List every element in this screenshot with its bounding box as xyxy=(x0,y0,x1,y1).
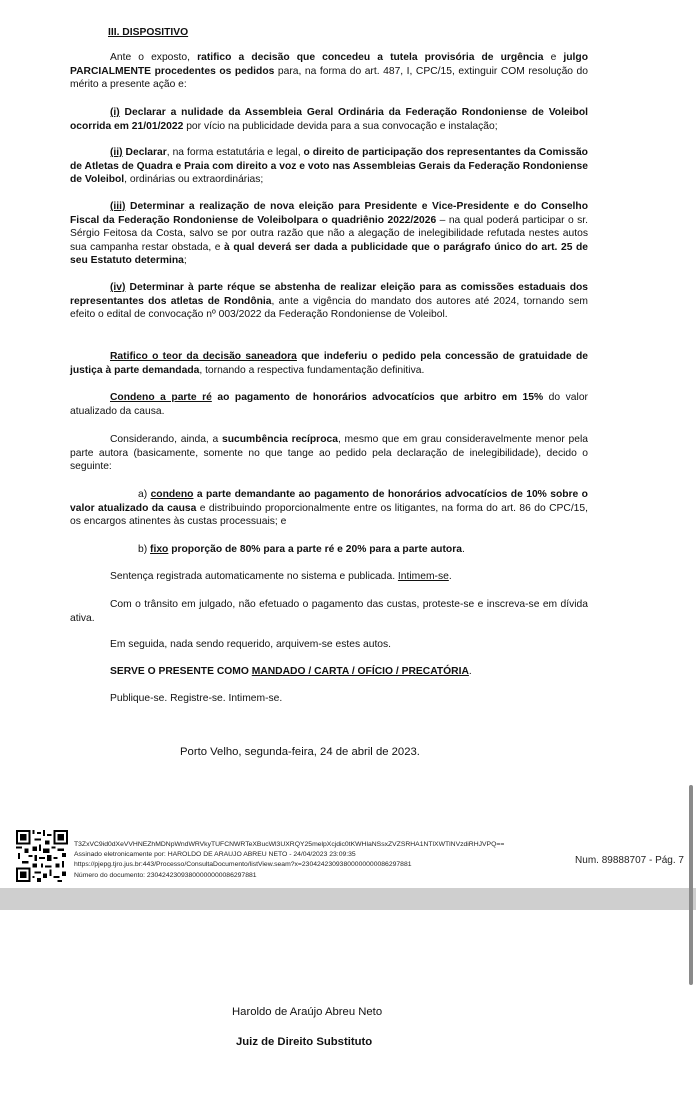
qr-code-icon xyxy=(16,830,68,882)
page-separator xyxy=(0,888,696,910)
item-iv: (iv) Determinar à parte réque se abstenha de realizar eleição para as comissões estaduais dos representantes dos atletas de Rondônia, ante a vigência do mandato dos autores até 2024, tornando sem efeito o edital de convocação nº 003/2022 da Federação Rondoniense de Voleibol. xyxy=(70,282,588,321)
signature-metadata xyxy=(74,840,504,881)
paragraph-publique: Publique-se. Registre-se. Intimem-se. xyxy=(110,693,283,704)
paragraph-sentenca: Sentença registrada automaticamente no sistema e publicada. Intimem-se. xyxy=(110,571,452,582)
signer-name: Haroldo de Araújo Abreu Neto xyxy=(232,1006,383,1018)
paragraph-condeno: Condeno a parte ré ao pagamento de honorários advocatícios que arbitro em 15% do valor atualizado da causa. xyxy=(70,392,588,417)
item-b: b) fixo proporção de 80% para a parte ré e 20% para a parte autora. xyxy=(138,544,465,555)
scrollbar[interactable] xyxy=(689,785,693,985)
paragraph-ante-exposto: Ante o exposto, ratifico a decisão que concedeu a tutela provisória de urgência e julgo PARCIALMENTE procedentes os pedidos para, na forma do art. 487, I, CPC/15, extinguir COM resolução do mérito a presente ação e: xyxy=(70,52,589,91)
paragraph-serve: SERVE O PRESENTE COMO MANDADO / CARTA / OFÍCIO / PRECATÓRIA. xyxy=(110,666,472,677)
paragraph-ratifico: Ratifico o teor da decisão saneadora que indeferiu o pedido pela concessão de gratuidade de justiça à parte demandada, tornando a respectiva fundamentação definitiva. xyxy=(70,351,588,376)
city-date: Porto Velho, segunda-feira, 24 de abril de 2023. xyxy=(180,746,420,758)
item-i: (i) Declarar a nulidade da Assembleia Geral Ordinária da Federação Rondoniense de Voleibol ocorrida em 21/01/2022 por vício na publicidade devida para a sua convocação e instalação; xyxy=(70,107,588,132)
electronic-signature-footer xyxy=(16,830,692,882)
item-ii: (ii) Declarar, na forma estatutária e legal, o direito de participação dos representantes da Comissão de Atletas de Quadra e Praia com direito a voz e voto nas Assembleias Gerais da Federação Rondoniense de Voleibol, ordinárias ou extraordinárias; xyxy=(70,147,588,186)
document-page-8 xyxy=(0,910,696,1096)
signer-title: Juiz de Direito Substituto xyxy=(236,1036,373,1048)
document-url[interactable]: https://pjepg.tjro.jus.br:443/Processo/ConsultaDocumento/listView.seam?x=23042423093800000000086297881 xyxy=(74,861,412,869)
signed-by: Assinado eletronicamente por: HAROLDO DE ARAUJO ABREU NETO - 24/04/2023 23:09:35 xyxy=(74,851,356,859)
item-iii: (iii) Determinar a realização de nova eleição para Presidente e Vice-Presidente e do Conselho Fiscal da Federação Rondoniense de Voleibolpara o quadriênio 2022/2026 – na qual poderá participar o sr. Sérgio Feitosa da Costa, salvo se por outra razão que não a alegação de inelegibilidade refutada nestes autos sua campanha restar obstada, e à qual deverá ser dada a publicidade que o parágrafo único do art. 25 de seu Estatuto determina; xyxy=(70,201,588,267)
paragraph-considerando: Considerando, ainda, a sucumbência recíproca, mesmo que em grau consideravelmente menor pela parte autora (basicamente, somente no que tange ao pedido pela declaração de inelegibilidade), decido o seguinte: xyxy=(70,434,588,473)
page-number: Num. 89888707 - Pág. 7 xyxy=(575,855,684,866)
document-number: Número do documento: 23042423093800000000086297881 xyxy=(74,871,257,879)
paragraph-transito: Com o trânsito em julgado, não efetuado o pagamento das custas, proteste-se e inscreva-se em dívida ativa. xyxy=(70,599,588,624)
item-a: a) condeno a parte demandante ao pagamento de honorários advocatícios de 10% sobre o valor atualizado da causa e distribuindo proporcionalmente entre os litigantes, na forma do art. 86 do CPC/15, os encargos atinentes às custas processuais; e xyxy=(70,489,588,528)
section-heading: III. DISPOSITIVO xyxy=(108,27,189,38)
paragraph-seguida: Em seguida, nada sendo requerido, arquivem-se estes autos. xyxy=(110,639,392,650)
document-hash: T3ZxVC9id0dXeVVHNEZhMDNpWndWRVkyTUFCNWRTeXBucWl3UXRQY25melpXcjdic0tKWHlaNSsxZVZSRHA1NTlXWTlNVzdiRHJVPQ== xyxy=(74,841,505,848)
